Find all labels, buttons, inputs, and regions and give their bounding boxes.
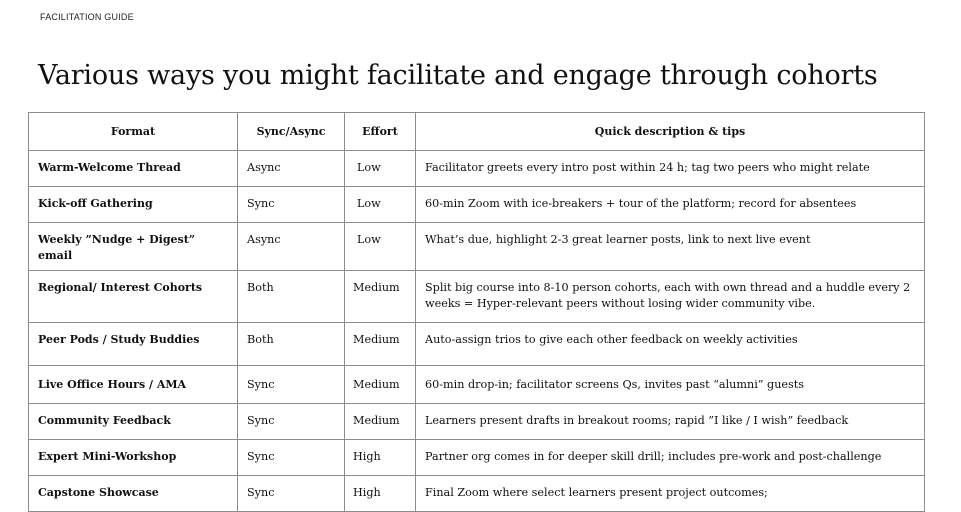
table-row	[29, 404, 925, 440]
column-header-format: Format	[29, 113, 238, 151]
mode-cell: Async	[238, 223, 345, 271]
table-row	[29, 271, 925, 323]
format-cell: Regional/ Interest Cohorts	[29, 271, 238, 323]
effort-cell: Low	[345, 187, 416, 223]
tips-cell: Facilitator greets every intro post within 24 h; tag two peers who might relate	[416, 151, 925, 187]
effort-cell: Medium	[345, 366, 416, 404]
tips-cell: Split big course into 8-10 person cohorts, each with own thread and a huddle every 2 weeks = Hyper-relevant peers without losing wider community vibe.	[416, 271, 925, 323]
effort-cell: Medium	[345, 323, 416, 366]
table-row	[29, 366, 925, 404]
format-cell: Capstone Showcase	[29, 476, 238, 512]
column-header-effort: Effort	[345, 113, 416, 151]
mode-cell: Sync	[238, 476, 345, 512]
effort-cell: Low	[345, 223, 416, 271]
mode-cell: Sync	[238, 366, 345, 404]
tips-cell: Partner org comes in for deeper skill drill; includes pre-work and post-challenge	[416, 440, 925, 476]
table-row	[29, 323, 925, 366]
table-row	[29, 476, 925, 512]
column-header-sync-async: Sync/Async	[238, 113, 345, 151]
eyebrow-label: FACILITATION GUIDE	[40, 12, 134, 22]
tips-cell: What’s due, highlight 2-3 great learner posts, link to next live event	[416, 223, 925, 271]
mode-cell: Both	[238, 323, 345, 366]
format-cell: Community Feedback	[29, 404, 238, 440]
table-row	[29, 151, 925, 187]
tips-cell: Learners present drafts in breakout rooms; rapid ”I like / I wish” feedback	[416, 404, 925, 440]
mode-cell: Sync	[238, 187, 345, 223]
format-cell: Warm-Welcome Thread	[29, 151, 238, 187]
tips-cell: Auto-assign trios to give each other feedback on weekly activities	[416, 323, 925, 366]
format-cell: Peer Pods / Study Buddies	[29, 323, 238, 366]
effort-cell: Low	[345, 151, 416, 187]
mode-cell: Sync	[238, 404, 345, 440]
format-cell: Live Office Hours / AMA	[29, 366, 238, 404]
column-header-description: Quick description & tips	[416, 113, 925, 151]
tips-cell: 60-min Zoom with ice-breakers + tour of the platform; record for absentees	[416, 187, 925, 223]
tips-cell: Final Zoom where select learners present project outcomes;	[416, 476, 925, 512]
format-cell: Weekly ”Nudge + Digest” email	[29, 223, 238, 271]
tips-cell: 60-min drop-in; facilitator screens Qs, invites past “alumni” guests	[416, 366, 925, 404]
mode-cell: Sync	[238, 440, 345, 476]
effort-cell: High	[345, 476, 416, 512]
effort-cell: Medium	[345, 404, 416, 440]
table-row	[29, 187, 925, 223]
table-row	[29, 440, 925, 476]
page-title: Various ways you might facilitate and engage through cohorts	[38, 60, 878, 91]
table-header-row	[29, 113, 925, 151]
mode-cell: Both	[238, 271, 345, 323]
effort-cell: Medium	[345, 271, 416, 323]
facilitation-table	[28, 112, 925, 512]
mode-cell: Async	[238, 151, 345, 187]
effort-cell: High	[345, 440, 416, 476]
format-cell: Expert Mini-Workshop	[29, 440, 238, 476]
table-row	[29, 223, 925, 271]
format-cell: Kick-off Gathering	[29, 187, 238, 223]
